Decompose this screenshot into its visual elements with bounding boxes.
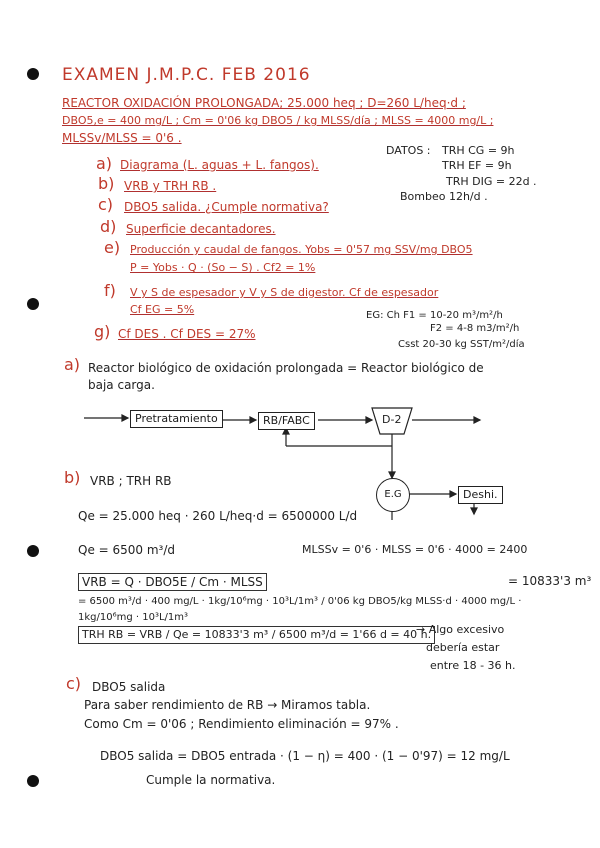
- thickener-circle: E.G: [376, 478, 410, 512]
- answer-c-line-1: Para saber rendimiento de RB → Miramos tabla.: [84, 698, 371, 712]
- question-e-formula: P = Yobs · Q · (So − S) . Cf2 = 1%: [130, 261, 316, 274]
- note-f2: F2 = 4-8 m3/m²/h: [430, 323, 520, 334]
- mlssv-calc: MLSSv = 0'6 · MLSS = 0'6 · 4000 = 2400: [302, 543, 528, 556]
- statement-line-3: MLSSv/MLSS = 0'6 .: [62, 131, 182, 145]
- trh-note-1: → Algo excesivo: [416, 623, 505, 636]
- question-e-text: Producción y caudal de fangos. Yobs = 0'57 mg SSV/mg DBO5: [130, 243, 473, 256]
- answer-c-line-3: DBO5 salida = DBO5 entrada · (1 − η) = 400 · (1 − 0'97) = 12 mg/L: [100, 749, 510, 763]
- qe-calc: Qe = 25.000 heq · 260 L/heq·d = 6500000 L/d: [78, 509, 358, 523]
- answer-b-heading: VRB ; TRH RB: [90, 474, 172, 488]
- question-c-letter: c): [98, 195, 114, 214]
- answer-c-label: c): [66, 674, 82, 693]
- statement-line-1: REACTOR OXIDACIÓN PROLONGADA; 25.000 heq ; D=260 L/heq·d ;: [62, 96, 466, 110]
- answer-c-line-4: Cumple la normativa.: [146, 773, 276, 787]
- answer-b-label: b): [64, 468, 81, 487]
- question-f-text: V y S de espesador y V y S de digestor. Cf de espesador: [130, 286, 439, 299]
- question-e-letter: e): [104, 238, 121, 257]
- datos-heading: DATOS :: [386, 144, 431, 157]
- vrb-result: = 10833'3 m³: [508, 574, 592, 588]
- datos-trh-ef: TRH EF = 9h: [442, 159, 512, 172]
- trh-note-2: debería estar: [426, 641, 500, 654]
- question-f-cf: Cf EG = 5%: [130, 303, 195, 316]
- vrb-calculation: = 6500 m³/d · 400 mg/L · 1kg/10⁶mg · 10³L/1m³ / 0'06 kg DBO5/kg MLSS·d · 4000 mg/L · 1kg/10⁶mg · 10³L/1m³: [78, 596, 522, 623]
- trh-calc: TRH RB = VRB / Qe = 10833'3 m³ / 6500 m³/d = 1'66 d = 40 h.: [78, 626, 435, 644]
- trh-note-3: entre 18 - 36 h.: [430, 659, 516, 672]
- question-b-text: VRB y TRH RB .: [124, 179, 217, 193]
- question-f-letter: f): [104, 281, 116, 300]
- answer-a-label: a): [64, 355, 81, 374]
- question-d-letter: d): [100, 217, 117, 236]
- question-b-letter: b): [98, 174, 115, 193]
- question-g-text: Cf DES . Cf DES = 27%: [118, 327, 256, 341]
- answer-a-line-2: baja carga.: [88, 378, 155, 392]
- pretreatment-box: Pretratamiento: [130, 410, 223, 428]
- vrb-formula: VRB = Q · DBO5E / Cm · MLSS: [78, 573, 267, 591]
- datos-trh-cg: TRH CG = 9h: [442, 144, 515, 157]
- answer-c-heading: DBO5 salida: [92, 680, 166, 694]
- question-d-text: Superficie decantadores.: [126, 222, 276, 236]
- clarifier-label: D-2: [382, 413, 402, 426]
- datos-bombeo: Bombeo 12h/d .: [400, 190, 488, 203]
- statement-line-2: DBO5,e = 400 mg/L ; Cm = 0'06 kg DBO5 / kg MLSS/día ; MLSS = 4000 mg/L ;: [62, 114, 494, 127]
- question-a-text: Diagrama (L. aguas + L. fangos).: [120, 158, 319, 172]
- dewatering-box: Deshi.: [458, 486, 503, 504]
- qe-result: Qe = 6500 m³/d: [78, 543, 176, 557]
- note-csst: Csst 20-30 kg SST/m²/día: [398, 339, 525, 350]
- question-c-text: DBO5 salida. ¿Cumple normativa?: [124, 200, 329, 214]
- reactor-box: RB/FABC: [258, 412, 315, 430]
- exam-title: EXAMEN J.M.P.C. FEB 2016: [62, 65, 311, 85]
- question-a-letter: a): [96, 154, 113, 173]
- question-g-letter: g): [94, 322, 111, 341]
- answer-c-line-2: Como Cm = 0'06 ; Rendimiento eliminación = 97% .: [84, 717, 399, 731]
- answer-a-line-1: Reactor biológico de oxidación prolongada = Reactor biológico de: [88, 361, 484, 375]
- note-eg-f1: EG: Ch F1 = 10-20 m³/m²/h: [366, 310, 503, 321]
- datos-trh-dig: TRH DIG = 22d .: [446, 175, 537, 188]
